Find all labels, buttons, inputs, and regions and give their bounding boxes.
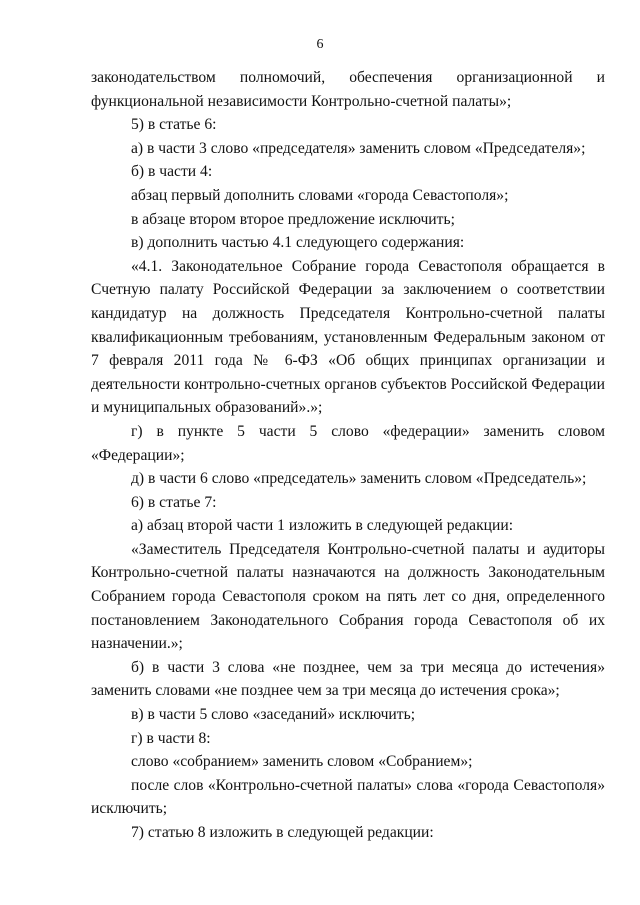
paragraph-17: слово «собранием» заменить словом «Собранием»;	[131, 753, 473, 771]
document-body	[91, 66, 605, 845]
paragraph-7: в) дополнить частью 4.1 следующего содержания:	[131, 234, 465, 252]
paragraph-15: в) в части 5 слово «заседаний» исключить;	[131, 706, 416, 724]
paragraph-2: 5) в статье 6:	[131, 116, 217, 134]
paragraph-4: б) в части 4:	[131, 163, 213, 181]
paragraph-8: «4.1. Законодательное Собрание города Севастополя обращается в Счетную палату Российской Федерации за заключением о соответствии кандидатур на должность Председателя Контрольно-счетной палаты квалификационным требованиям, установленным Федеральным законом от 7 февраля 2011 года № 6-ФЗ «Об общих принципах организации и деятельности контрольно-счетных органов субъектов Российской Федерации и муниципальных образований».»;	[91, 257, 605, 417]
paragraph-5: абзац первый дополнить словами «города Севастополя»;	[131, 186, 509, 204]
paragraph-19: 7) статью 8 изложить в следующей редакции:	[131, 824, 434, 841]
paragraph-10: д) в части 6 слово «председатель» заменить словом «Председатель»;	[131, 470, 587, 488]
paragraph-11: 6) в статье 7:	[131, 493, 217, 511]
paragraph-16: г) в части 8:	[131, 729, 211, 747]
paragraph-12: а) абзац второй части 1 изложить в следующей редакции:	[131, 517, 514, 535]
paragraph-18: после слов «Контрольно-счетной палаты» слова «города Севастополя» исключить;	[91, 776, 605, 818]
paragraph-13: «Заместитель Председателя Контрольно-счетной палаты и аудиторы Контрольно-счетной палаты назначаются на должность Законодательным Собранием города Севастополя сроком на пять лет со дня, определенного постановлением Законодательного Собрания города Севастополя об их назначении.»;	[91, 540, 605, 653]
paragraph-9: г) в пункте 5 части 5 слово «федерации» заменить словом «Федерации»;	[91, 422, 605, 464]
paragraph-14: б) в части 3 слова «не позднее, чем за три месяца до истечения» заменить словами «не позднее чем за три месяца до истечения срока»;	[91, 658, 605, 700]
paragraph-1: законодательством полномочий, обеспечения организационной и функциональной независимости Контрольно-счетной палаты»;	[91, 69, 605, 110]
paragraph-6: в абзаце втором второе предложение исключить;	[131, 210, 455, 228]
page-number: 6	[316, 37, 324, 52]
paragraph-3: а) в части 3 слово «председателя» заменить словом «Председателя»;	[131, 139, 586, 157]
